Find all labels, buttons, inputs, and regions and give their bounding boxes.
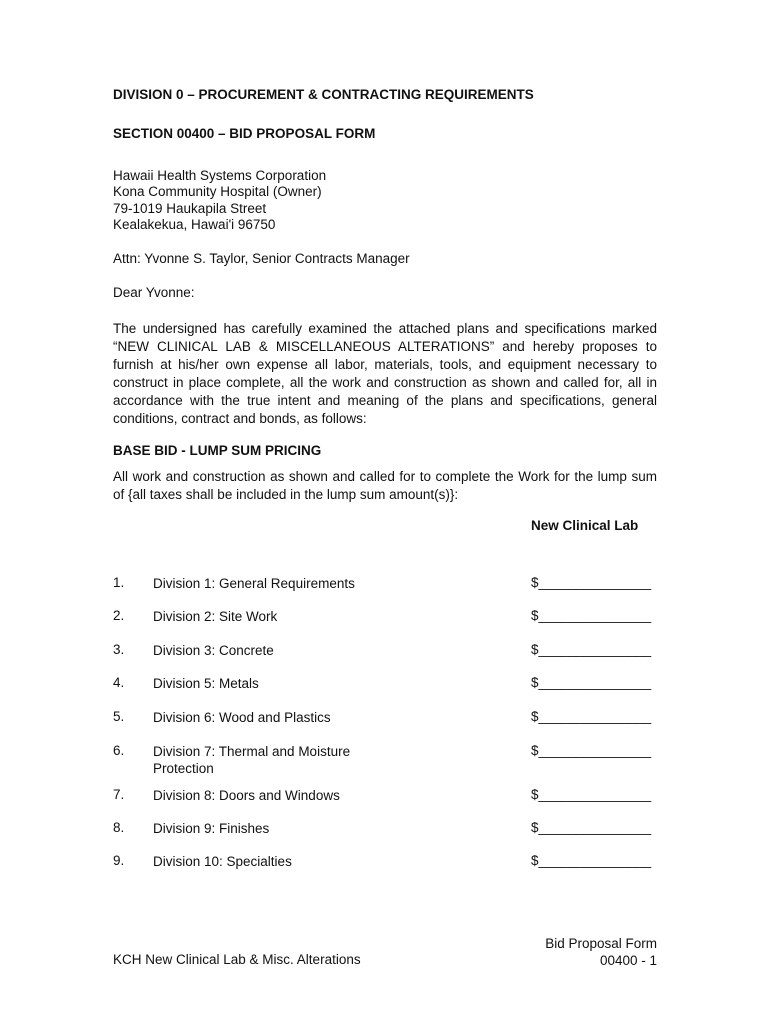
address-line-3: 79-1019 Haukapila Street bbox=[113, 200, 267, 216]
item-number: 5. bbox=[113, 709, 125, 724]
item-label: Division 10: Specialties bbox=[153, 854, 292, 869]
amount-field[interactable]: $_______________ bbox=[531, 575, 652, 590]
attn-line: Attn: Yvonne S. Taylor, Senior Contracts Manager bbox=[113, 251, 410, 266]
item-number: 6. bbox=[113, 743, 125, 758]
item-label: Division 5: Metals bbox=[153, 676, 259, 691]
item-number: 4. bbox=[113, 675, 125, 690]
amount-field[interactable]: $_______________ bbox=[531, 675, 652, 690]
base-bid-heading: BASE BID - LUMP SUM PRICING bbox=[113, 443, 322, 458]
item-label: Division 9: Finishes bbox=[153, 821, 270, 836]
item-number: 3. bbox=[113, 642, 125, 657]
division-heading: DIVISION 0 – PROCUREMENT & CONTRACTING REQUIREMENTS bbox=[113, 87, 534, 102]
item-number: 8. bbox=[113, 820, 125, 835]
amount-field[interactable]: $_______________ bbox=[531, 820, 652, 835]
salutation: Dear Yvonne: bbox=[113, 285, 195, 300]
section-heading: SECTION 00400 – BID PROPOSAL FORM bbox=[113, 126, 376, 141]
footer-page-number: 00400 - 1 bbox=[599, 953, 657, 968]
item-label: Division 2: Site Work bbox=[153, 609, 278, 624]
item-number: 9. bbox=[113, 853, 125, 868]
item-number: 7. bbox=[113, 787, 125, 802]
footer-form-title: Bid Proposal Form bbox=[545, 936, 657, 951]
item-label: Division 8: Doors and Windows bbox=[153, 788, 340, 803]
footer-page-info bbox=[545, 935, 657, 969]
item-label: Division 6: Wood and Plastics bbox=[153, 710, 331, 725]
footer-project-name: KCH New Clinical Lab & Misc. Alterations bbox=[113, 952, 361, 967]
amount-field[interactable]: $_______________ bbox=[531, 608, 652, 623]
amount-field[interactable]: $_______________ bbox=[531, 787, 652, 802]
amount-field[interactable]: $_______________ bbox=[531, 642, 652, 657]
intro-paragraph: The undersigned has carefully examined the attached plans and specifications marked “NEW CLINICAL LAB & MISCELLANEOUS ALTERATIONS” and hereby proposes to furnish at his/her own expense all labor, materials, tools, and equipment necessary to construct in place complete, all the work and construction as shown and called for, all in accordance with the true intent and meaning of the plans and specifications, general conditions, contract and bonds, as follows: bbox=[113, 321, 657, 426]
amount-field[interactable]: $_______________ bbox=[531, 853, 652, 868]
item-number: 1. bbox=[113, 575, 125, 590]
address-line-1: Hawaii Health Systems Corporation bbox=[113, 168, 327, 183]
base-bid-text: All work and construction as shown and called for to complete the Work for the lump sum of {all taxes shall be included in the lump sum amount(s)}: bbox=[113, 469, 657, 502]
item-label: Division 1: General Requirements bbox=[153, 576, 355, 591]
amount-field[interactable]: $_______________ bbox=[531, 743, 652, 758]
column-header: New Clinical Lab bbox=[531, 518, 639, 533]
address-line-2: Kona Community Hospital (Owner) bbox=[113, 184, 322, 200]
item-label: Division 7: Thermal and Moisture Protection bbox=[153, 744, 351, 776]
owner-address bbox=[113, 168, 326, 233]
amount-field[interactable]: $_______________ bbox=[531, 709, 652, 724]
item-number: 2. bbox=[113, 608, 125, 623]
address-line-4: Kealakekua, Hawai'i 96750 bbox=[113, 216, 276, 232]
item-label: Division 3: Concrete bbox=[153, 643, 274, 658]
